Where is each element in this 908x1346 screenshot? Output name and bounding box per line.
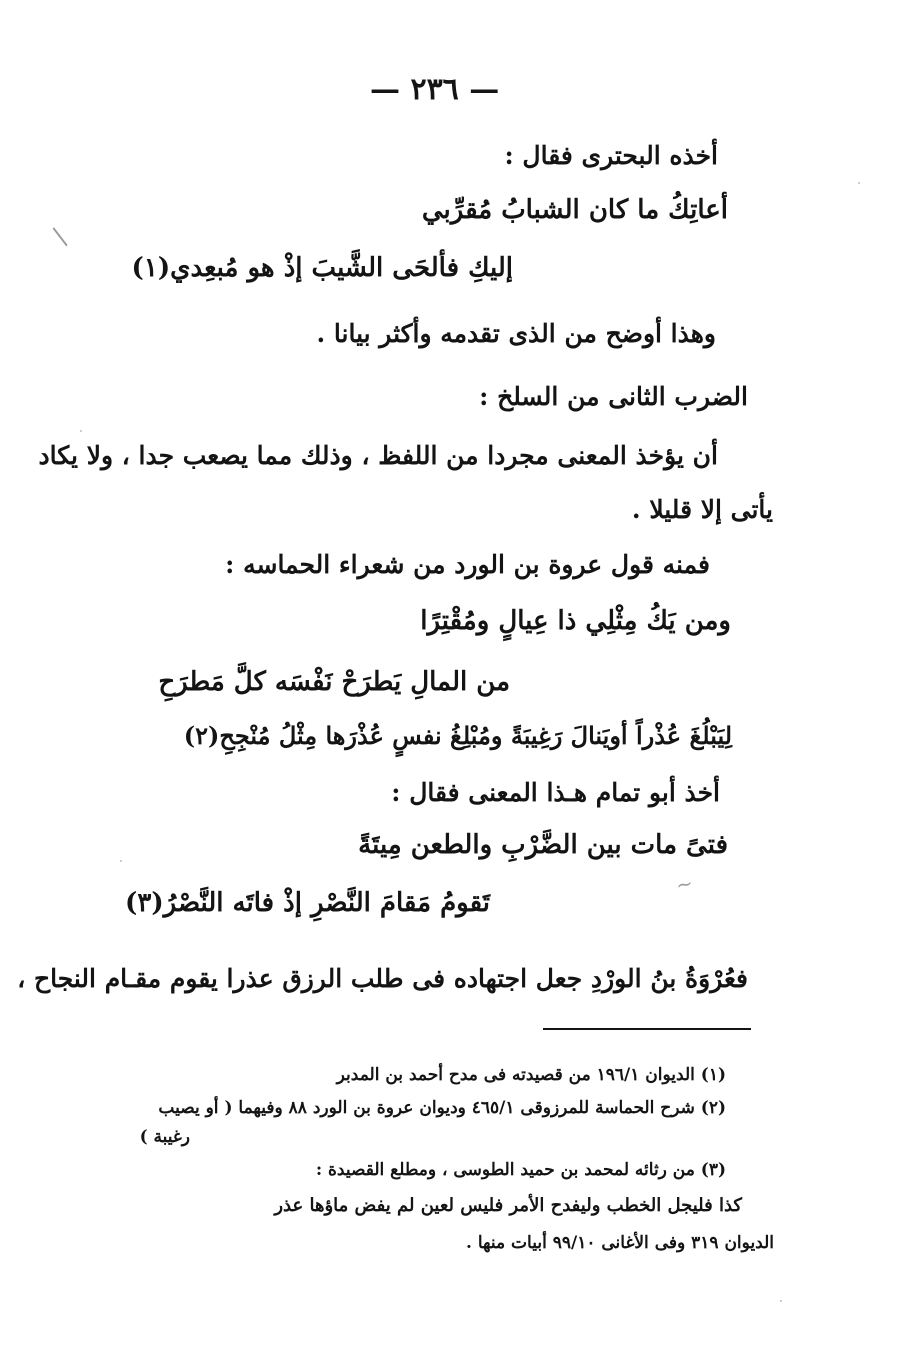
verse-2-first-hemistich: ومن يَكُ مِثْلِي ذا عِيالٍ ومُقْتِرًا xyxy=(420,606,731,636)
verse-4-second-hemistich: تَقومُ مَقامَ النَّصْرِ إذْ فاتَه النَّصْرُ(٣) xyxy=(125,888,490,918)
scan-speck xyxy=(80,430,82,432)
section-heading-second-type: الضرب الثانى من السلخ : xyxy=(479,382,748,411)
page-number: — ٢٣٦ — xyxy=(370,72,500,107)
footnote-3-line-3: الديوان ٣١٩ وفى الأغانى ٩٩/١٠ أبيات منها . xyxy=(466,1233,774,1253)
verse-1-first-hemistich: أعاتِكُ ما كان الشبابُ مُقرِّبي xyxy=(421,195,728,225)
verse-4-first-hemistich: فتىً مات بين الضَّرْبِ والطعن مِيتَةً xyxy=(358,830,728,860)
footnote-3-verse: كذا فليجل الخطب وليفدح الأمر فليس لعين لم يفض ماؤها عذر xyxy=(274,1195,742,1216)
footnote-2-line-1: (٢) شرح الحماسة للمرزوقى ٤٦٥/١ وديوان عروة بن الورد ٨٨ وفيهما ( أو يصيب xyxy=(158,1098,726,1118)
intro-line-urwa: فمنه قول عروة بن الورد من شعراء الحماسه : xyxy=(225,550,710,579)
scan-speck xyxy=(858,182,860,184)
scan-margin-scribble: ~ xyxy=(673,870,696,898)
scan-speck xyxy=(780,1300,782,1302)
footnote-2-line-2: رغيبة ) xyxy=(139,1127,190,1147)
verse-2-second-hemistich: من المالِ يَطرَحْ نَفْسَه كلَّ مَطرَحِ xyxy=(158,667,510,697)
paragraph-line-2: يأتى إلا قليلا . xyxy=(631,495,773,524)
scan-speck xyxy=(120,860,122,862)
footnote-1: (١) الديوان ١٩٦/١ من قصيدته فى مدح أحمد بن المدبر xyxy=(336,1065,726,1085)
scan-stray-stroke: / xyxy=(45,224,76,250)
paragraph-line-1: أن يؤخذ المعنى مجردا من اللفظ ، وذلك مما يصعب جدا ، ولا يكاد xyxy=(38,441,718,470)
intro-line-abu-tammam: أخذ أبو تمام هـذا المعنى فقال : xyxy=(391,778,720,807)
intro-line-buhturi: أخذه البحترى فقال : xyxy=(504,141,718,170)
verse-3: لِيَبْلُغَ عُذْراً أويَنالَ رَغِيبَةً ومُبْلِغُ نفسٍ عُذْرَها مِثْلُ مُنْجِحِ(٢) xyxy=(183,721,732,750)
comment-line-clarity: وهذا أوضح من الذى تقدمه وأكثر بيانا . xyxy=(316,319,716,348)
comment-line-urwa-effort: فعُرْوَةُ بنُ الورْدِ جعل اجتهاده فى طلب الرزق عذرا يقوم مقـام النجاح ، xyxy=(17,964,748,993)
footnote-separator xyxy=(543,1028,751,1030)
footnote-3-line-1: (٣) من رثائه لمحمد بن حميد الطوسى ، ومطلع القصيدة : xyxy=(315,1160,726,1180)
verse-1-second-hemistich: إليكِ فألحَى الشَّيبَ إذْ هو مُبعِدي(١) xyxy=(131,253,513,283)
